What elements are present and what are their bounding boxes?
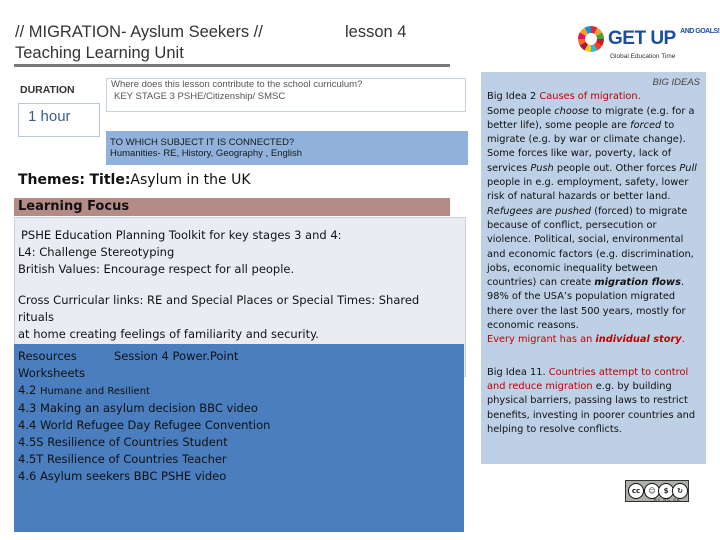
cc-license-badge [625,480,689,502]
curriculum-question: Where does this lesson contribute to the school curriculum? [111,79,363,90]
connected-subject-box [106,131,468,165]
focus-line-2: L4: Challenge Stereotyping [18,245,175,259]
cc-icon: cc [628,483,644,499]
sa-icon: ↻ [672,483,688,499]
resource-item-4-2: 4.2 Humane and Resilient [18,382,150,397]
big-idea-11-label: Big Idea 11. [487,366,546,378]
learning-focus-header: Learning Focus [14,198,450,216]
big-idea-2: Big Idea 2 Causes of migration. Some people choose to migrate (e.g. for a better life), some people are forced to migrate (e.g. by war or climate change). Some forces like war, poverty, lack of services Push people out. Other forces Pull people in e.g. employment, safety, lower risk of natural hazards or better land. Refugees are pushed (forced) to migrate because of conflict, persecution or violence. Political, social, environmental and economic factors (e.g. discrimination, jobs, economic inequality between countries) can create migration flows. 98% of the USA’s population migrated there over the last 500 years, mostly for economic reasons. Every migrant has an individual story. [487,91,697,346]
duration-value: 1 hour [18,103,100,137]
logo-brand-suffix: AND GOALS! [680,28,720,35]
big-ideas-panel [481,72,706,464]
cross-curricular-links [18,292,458,343]
get-up-and-goals-logo [578,22,720,64]
curriculum-contribution-box [106,78,466,112]
big-idea-11: Big Idea 11. Countries attempt to control and reduce migration e.g. by building physical barriers, passing laws to restrict benefits, investing in poorer countries and helping to resolve conflicts. [487,366,696,435]
cross-line-1: Cross Curricular links: RE and Special Places or Special Times: Shared rituals [18,293,420,324]
theme-title: Asylum in the UK [130,172,251,188]
big-idea-2-title: Causes of migration. [539,91,641,103]
resource-item-4-2-text: Humane and Resilient [39,385,150,397]
themes-prefix: Themes: [18,172,86,188]
focus-line-3: British Values: Encourage respect for all people. [18,262,295,276]
resource-item-powerpoint: Session 4 Power.Point [114,349,239,363]
big-idea-2-label: Big Idea 2 [487,91,537,103]
big-ideas-header: BIG IDEAS [652,77,700,88]
focus-line-1: PSHE Education Planning Toolkit for key stages 3 and 4: [21,228,342,242]
resource-item-4-5s: 4.5S Resilience of Countries Student [18,434,228,449]
title-divider [14,64,450,67]
duration-label: DURATION [20,84,75,96]
logo-brand: GET UP $^{AND GOALS!}$ [608,28,720,49]
connected-question: TO WHICH SUBJECT IT IS CONNECTED? [110,137,295,148]
resources-label: Resources [18,349,77,363]
title-line-1: // MIGRATION- Ayslum Seekers // [15,23,263,41]
worksheets-label: Worksheets [18,365,86,380]
cc-license-label: BY NC SA [654,497,681,502]
resource-item-4-4: 4.4 World Refugee Day Refugee Convention [18,418,271,433]
resource-item-4-5t: 4.5T Resilience of Countries Teacher [18,451,227,466]
title-line-2: Teaching Learning Unit [15,44,184,62]
by-icon: ☺ [644,483,660,499]
big-idea-11-title: Countries attempt to control and reduce migration [487,366,689,392]
curriculum-answer: KEY STAGE 3 PSHE/Citizenship/ SMSC [114,91,286,102]
resources-box [14,344,464,532]
title-label: Title: [89,172,131,188]
learning-focus-content [18,227,458,278]
resource-item-4-6: 4.6 Asylum seekers BBC PSHE video [18,468,227,483]
nc-icon: $ [658,483,674,499]
connected-answer: Humanities- RE, History, Geography , English [110,148,303,159]
themes-line [18,172,251,188]
page-title [15,22,455,64]
sdg-wheel-icon [578,26,604,52]
cross-line-2: at home creating feelings of familiarity and security. [18,327,319,341]
logo-tagline: Global Education Time [610,53,676,60]
lesson-number: lesson 4 [345,23,407,41]
resource-item-4-3: 4.3 Making an asylum decision BBC video [18,401,258,416]
